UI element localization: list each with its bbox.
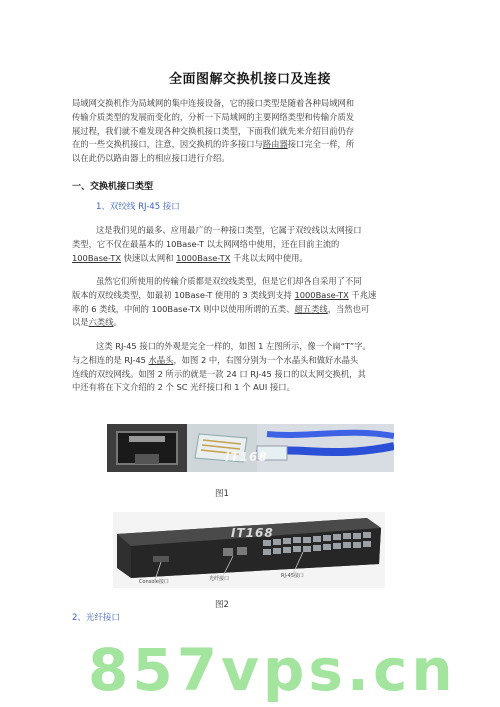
- subsection-heading-rj45: 1、双绞线 RJ-45 接口: [96, 202, 180, 212]
- p2-line-3: [72, 303, 376, 317]
- p1-line-3-text: 快速以太网和: [121, 252, 177, 263]
- figure-2-watermark: IT168: [231, 526, 274, 540]
- figure-watermark: IT168: [225, 450, 268, 464]
- p2-line-4-tail: 。: [113, 317, 122, 328]
- router-link[interactable]: 路由器: [262, 139, 288, 150]
- figure-2-switch-image: [113, 512, 385, 588]
- p1-line-3: [72, 252, 362, 266]
- p1-line-1: 这是我们见的最多、应用最广的一种接口类型，它属于双绞线以太网接口: [96, 225, 362, 235]
- p3-line-3: 连线的双绞网线。如图 2 所示的就是一款 24 口 RJ-45 接口的以太网交换机，其: [72, 368, 366, 379]
- cat6-link[interactable]: 六类线: [88, 317, 114, 328]
- intro-line-1: 局域网交换机作为局域网的集中连接设备，它的接口类型是随着各种局域网和: [72, 98, 355, 108]
- p2-line-4-text: 以是: [72, 317, 89, 328]
- intro-line-5: 以在此仍以路由器上的相应接口进行介绍。: [72, 153, 230, 164]
- p3-line-1: 这类 RJ-45 接口的外观是完全一样的，如图 1 左图所示，像一个扁“T”字。: [96, 341, 371, 351]
- intro-line-4-text: 在的一些交换机接口，注意，因交换机的许多接口与: [72, 139, 263, 150]
- subsection-heading-fiber: 2、光纤接口: [72, 613, 120, 623]
- rj45-port-label: RJ-45接口: [281, 573, 304, 579]
- p3-line-4: 中还有将在下文介绍的 2 个 SC 光纤接口和 1 个 AUI 接口。: [72, 382, 295, 393]
- figure-1-rj45-images: [107, 424, 394, 472]
- figure-1-caption: 图1: [215, 489, 229, 499]
- 1000base-tx-link[interactable]: 1000Base-TX: [176, 252, 231, 263]
- p2-line-4: [72, 316, 376, 330]
- cat5e-link[interactable]: 超五类线: [294, 303, 328, 314]
- p2-line-3-tail: ，当然也可: [327, 303, 370, 314]
- 1000base-tx-link-2[interactable]: 1000Base-TX: [294, 289, 349, 300]
- fiber-port-label: 光纤接口: [209, 576, 230, 582]
- figure-2-caption: 图2: [215, 600, 229, 610]
- intro-line-3: 展过程，我们就不难发现各种交换机接口类型，下面我们就先来介绍目前仍存: [72, 125, 355, 136]
- p1-line-3-tail: 千兆以太网中使用。: [230, 252, 308, 263]
- p2-line-2-tail: 千兆速: [348, 289, 377, 300]
- site-watermark: 857vps.cn: [88, 636, 457, 704]
- crystal-head-link[interactable]: 水晶头: [148, 354, 174, 365]
- p3-line-2-tail: ，如图 2 中，右图分别为一个水晶头和做好水晶头: [173, 354, 359, 365]
- page-title: 全面图解交换机接口及连接: [168, 72, 331, 87]
- p3-line-2: [72, 354, 371, 368]
- rj45-paragraph-3: [72, 340, 371, 395]
- p3-line-2-text: 与之相连的是 RJ-45: [72, 354, 149, 365]
- p2-line-2-text: 版本的双绞线类型，如最初 10Base-T 使用的 3 类线到支持: [72, 289, 295, 300]
- intro-line-2: 传输介质类型的发展而变化的，分析一下局域网的主要网络类型和传输介质发: [72, 111, 355, 122]
- p1-line-2: 类型，它不仅在最基本的 10Base-T 以太网网络中使用，还在目前主流的: [72, 238, 340, 249]
- intro-line-4-tail: 接口完全一样，所: [287, 139, 355, 150]
- intro-paragraph: [72, 97, 354, 166]
- figure-1-graphic: [107, 424, 394, 472]
- rj45-paragraph-1: [72, 224, 362, 265]
- rj45-paragraph-2: [72, 275, 376, 330]
- p2-line-1: 虽然它们所使用的传输介质都是双绞线类型，但是它们却各自采用了不同: [96, 276, 362, 286]
- intro-line-4: [72, 138, 354, 152]
- p2-line-3-text: 率的 6 类线，中间的 100Base-TX 则中以使用所谓的五类、: [72, 303, 295, 314]
- figure-2-graphic: [113, 512, 385, 588]
- p2-line-2: [72, 289, 376, 303]
- 100base-tx-link[interactable]: 100Base-TX: [72, 252, 122, 263]
- section-heading: 一、交换机接口类型: [72, 182, 154, 192]
- console-port-label: Console接口: [139, 579, 169, 585]
